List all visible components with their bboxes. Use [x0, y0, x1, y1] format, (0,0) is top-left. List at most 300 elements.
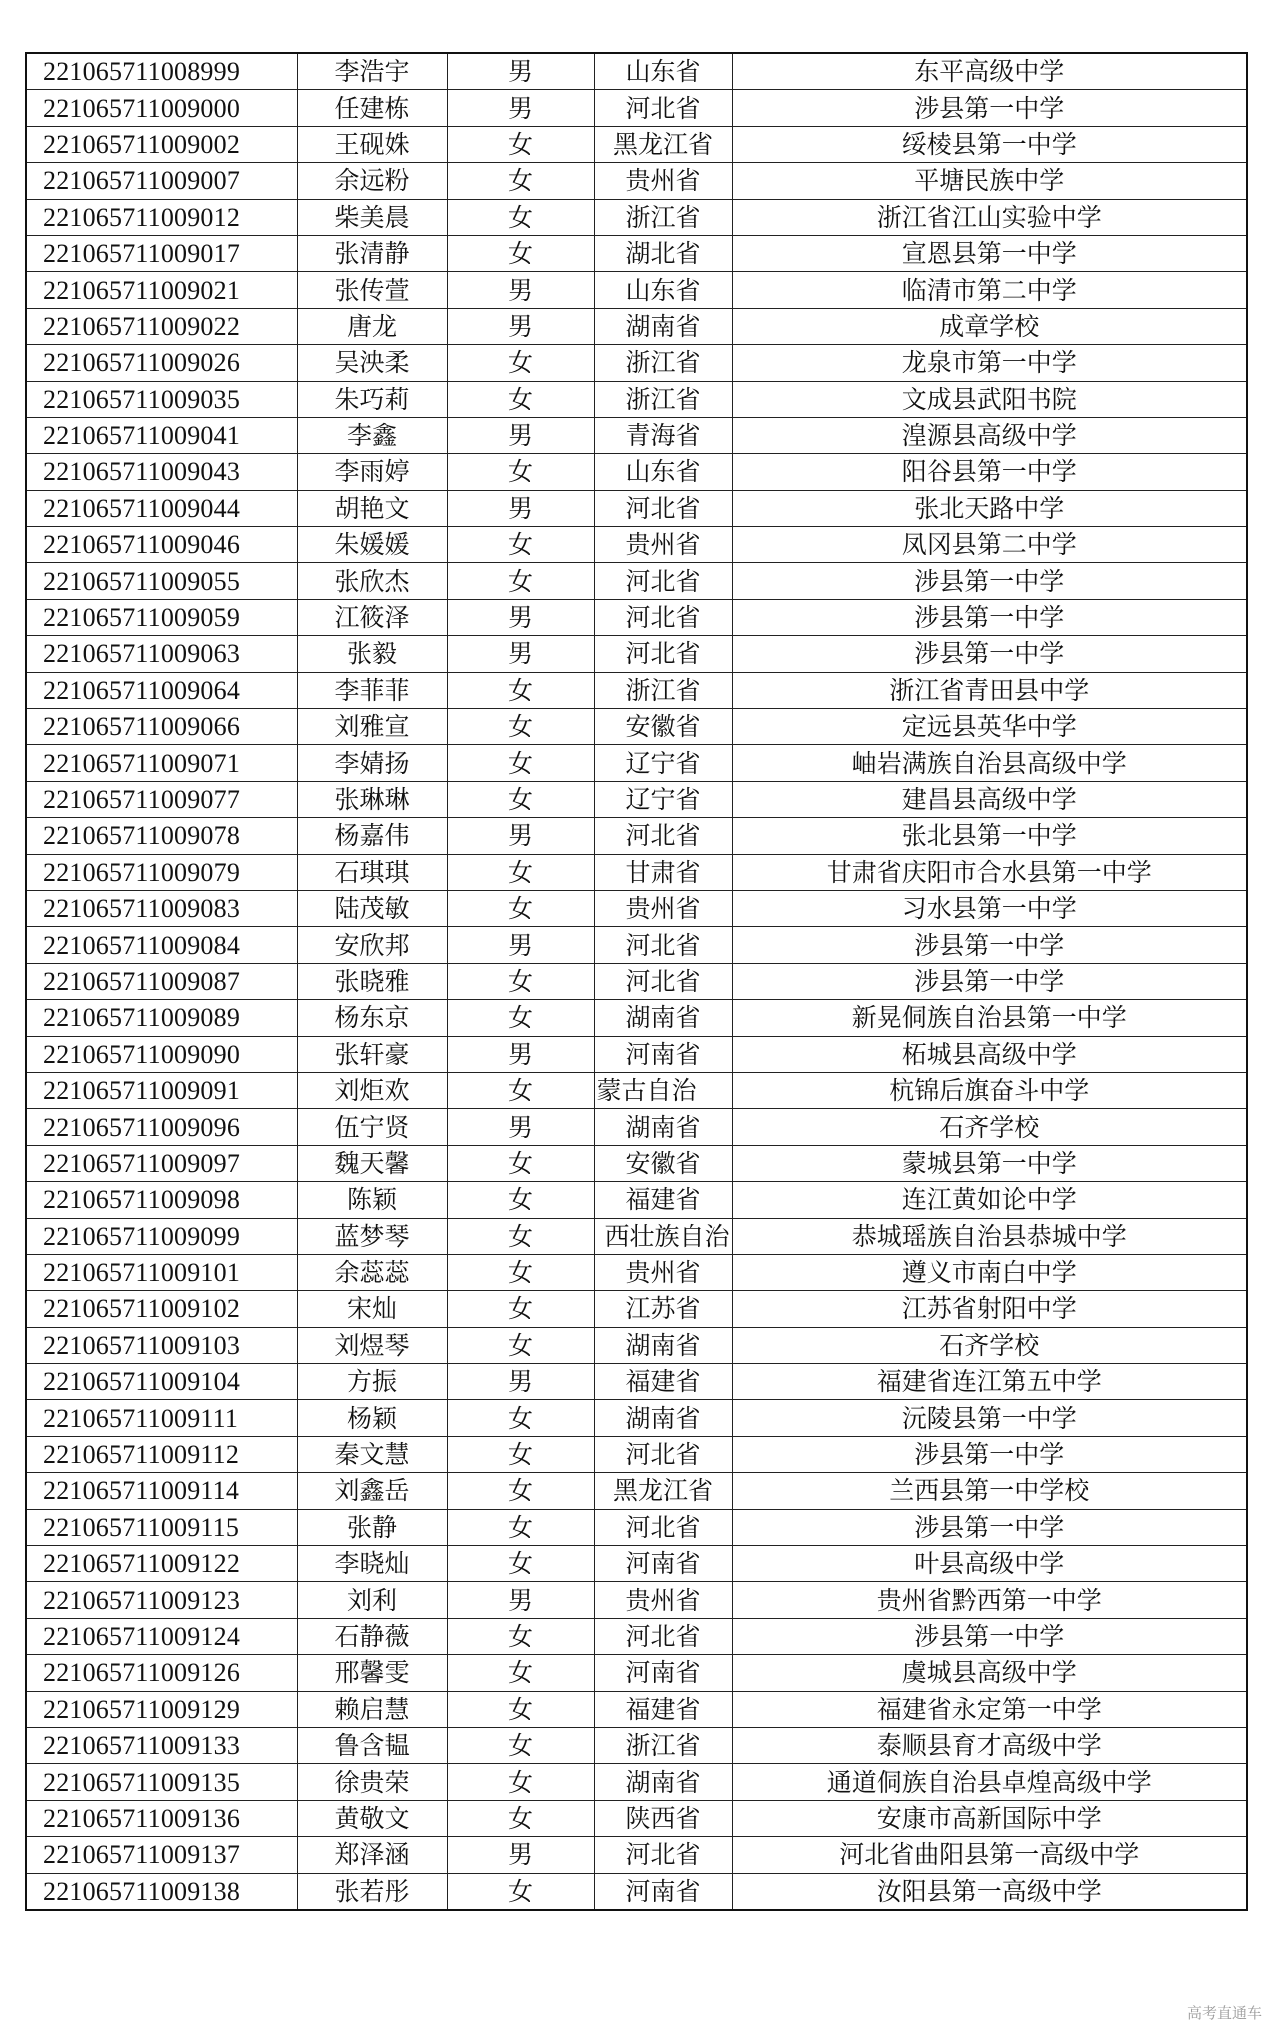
exam-number-cell: 221065711009035	[26, 381, 297, 417]
school-cell: 福建省连江第五中学	[732, 1364, 1247, 1400]
table-row	[26, 1764, 1247, 1800]
exam-number-cell: 221065711009133	[26, 1727, 297, 1763]
table-row	[26, 1618, 1247, 1654]
school-cell: 文成县武阳书院	[732, 381, 1247, 417]
school-cell: 涉县第一中学	[732, 563, 1247, 599]
exam-number-cell: 221065711009090	[26, 1036, 297, 1072]
exam-number-cell: 221065711009084	[26, 927, 297, 963]
exam-number-cell: 221065711009041	[26, 417, 297, 453]
table-row	[26, 709, 1247, 745]
school-cell: 张北天路中学	[732, 490, 1247, 526]
province-cell: 山东省	[594, 454, 732, 490]
province-cell: 福建省	[594, 1364, 732, 1400]
school-cell: 涉县第一中学	[732, 1618, 1247, 1654]
name-cell: 张轩豪	[297, 1036, 447, 1072]
name-cell: 徐贵荣	[297, 1764, 447, 1800]
table-row	[26, 1364, 1247, 1400]
exam-number-cell: 221065711009138	[26, 1873, 297, 1910]
school-cell: 福建省永定第一中学	[732, 1691, 1247, 1727]
table-row	[26, 1509, 1247, 1545]
gender-cell: 女	[447, 1764, 594, 1800]
province-cell: 河北省	[594, 490, 732, 526]
province-cell: 辽宁省	[594, 745, 732, 781]
name-cell: 朱巧莉	[297, 381, 447, 417]
province-cell: 湖北省	[594, 235, 732, 271]
province-cell: 浙江省	[594, 381, 732, 417]
province-cell: 河北省	[594, 563, 732, 599]
exam-number-cell: 221065711009103	[26, 1327, 297, 1363]
table-row	[26, 1291, 1247, 1327]
exam-number-cell: 221065711009101	[26, 1254, 297, 1290]
school-cell: 石齐学校	[732, 1109, 1247, 1145]
name-cell: 魏天馨	[297, 1145, 447, 1181]
name-cell: 刘利	[297, 1582, 447, 1618]
province-cell: 山东省	[594, 272, 732, 308]
province-cell: 蒙古自治	[594, 1072, 732, 1108]
name-cell: 杨嘉伟	[297, 818, 447, 854]
name-cell: 张琳琳	[297, 781, 447, 817]
school-cell: 蒙城县第一中学	[732, 1145, 1247, 1181]
name-cell: 李婧扬	[297, 745, 447, 781]
gender-cell: 女	[447, 1691, 594, 1727]
exam-number-cell: 221065711009059	[26, 599, 297, 635]
table-row	[26, 308, 1247, 344]
school-cell: 恭城瑶族自治县恭城中学	[732, 1218, 1247, 1254]
school-cell: 涉县第一中学	[732, 963, 1247, 999]
exam-number-cell: 221065711009043	[26, 454, 297, 490]
school-cell: 杭锦后旗奋斗中学	[732, 1072, 1247, 1108]
school-cell: 成章学校	[732, 308, 1247, 344]
province-cell: 河南省	[594, 1655, 732, 1691]
name-cell: 方振	[297, 1364, 447, 1400]
province-cell: 湖南省	[594, 308, 732, 344]
province-cell: 河南省	[594, 1036, 732, 1072]
school-cell: 虞城县高级中学	[732, 1655, 1247, 1691]
exam-number-cell: 221065711009102	[26, 1291, 297, 1327]
gender-cell: 女	[447, 454, 594, 490]
school-cell: 泰顺县育才高级中学	[732, 1727, 1247, 1763]
name-cell: 刘煜琴	[297, 1327, 447, 1363]
name-cell: 张传萱	[297, 272, 447, 308]
province-cell: 福建省	[594, 1691, 732, 1727]
gender-cell: 女	[447, 1546, 594, 1582]
gender-cell: 女	[447, 1436, 594, 1472]
exam-number-cell: 221065711009136	[26, 1800, 297, 1836]
exam-number-cell: 221065711009064	[26, 672, 297, 708]
exam-number-cell: 221065711009096	[26, 1109, 297, 1145]
exam-number-cell: 221065711009055	[26, 563, 297, 599]
table-row	[26, 199, 1247, 235]
school-cell: 安康市高新国际中学	[732, 1800, 1247, 1836]
province-cell: 西壮族自治	[594, 1218, 732, 1254]
province-cell: 贵州省	[594, 890, 732, 926]
exam-number-cell: 221065711009087	[26, 963, 297, 999]
province-cell: 河北省	[594, 963, 732, 999]
exam-number-cell: 221065711009046	[26, 527, 297, 563]
province-cell: 河北省	[594, 818, 732, 854]
table-row	[26, 854, 1247, 890]
exam-number-cell: 221065711009112	[26, 1436, 297, 1472]
school-cell: 宣恩县第一中学	[732, 235, 1247, 271]
table-row	[26, 163, 1247, 199]
table-row	[26, 927, 1247, 963]
exam-number-cell: 221065711009135	[26, 1764, 297, 1800]
school-cell: 甘肃省庆阳市合水县第一中学	[732, 854, 1247, 890]
province-cell: 河北省	[594, 1509, 732, 1545]
school-cell: 兰西县第一中学校	[732, 1473, 1247, 1509]
gender-cell: 男	[447, 53, 594, 90]
table-row	[26, 599, 1247, 635]
name-cell: 李鑫	[297, 417, 447, 453]
gender-cell: 女	[447, 709, 594, 745]
gender-cell: 女	[447, 1218, 594, 1254]
name-cell: 秦文慧	[297, 1436, 447, 1472]
name-cell: 柴美晨	[297, 199, 447, 235]
name-cell: 陆茂敏	[297, 890, 447, 926]
school-cell: 习水县第一中学	[732, 890, 1247, 926]
school-cell: 涉县第一中学	[732, 90, 1247, 126]
school-cell: 叶县高级中学	[732, 1546, 1247, 1582]
name-cell: 黄敬文	[297, 1800, 447, 1836]
gender-cell: 女	[447, 1000, 594, 1036]
gender-cell: 女	[447, 345, 594, 381]
gender-cell: 女	[447, 1400, 594, 1436]
table-row	[26, 235, 1247, 271]
table-row	[26, 417, 1247, 453]
exam-number-cell: 221065711009129	[26, 1691, 297, 1727]
school-cell: 浙江省青田县中学	[732, 672, 1247, 708]
name-cell: 张清静	[297, 235, 447, 271]
school-cell: 龙泉市第一中学	[732, 345, 1247, 381]
table-row	[26, 1109, 1247, 1145]
gender-cell: 女	[447, 381, 594, 417]
school-cell: 连江黄如论中学	[732, 1182, 1247, 1218]
province-cell: 湖南省	[594, 1000, 732, 1036]
table-row	[26, 890, 1247, 926]
name-cell: 杨颖	[297, 1400, 447, 1436]
province-cell: 贵州省	[594, 527, 732, 563]
table-row	[26, 1436, 1247, 1472]
gender-cell: 男	[447, 272, 594, 308]
table-row	[26, 672, 1247, 708]
province-cell: 河北省	[594, 90, 732, 126]
gender-cell: 男	[447, 1036, 594, 1072]
name-cell: 张静	[297, 1509, 447, 1545]
province-cell: 辽宁省	[594, 781, 732, 817]
table-row	[26, 527, 1247, 563]
gender-cell: 女	[447, 1655, 594, 1691]
table-row	[26, 1218, 1247, 1254]
province-cell: 陕西省	[594, 1800, 732, 1836]
province-cell: 江苏省	[594, 1291, 732, 1327]
table-row	[26, 126, 1247, 162]
table-row	[26, 490, 1247, 526]
name-cell: 李浩宇	[297, 53, 447, 90]
exam-number-cell: 221065711009012	[26, 199, 297, 235]
province-cell: 甘肃省	[594, 854, 732, 890]
name-cell: 胡艳文	[297, 490, 447, 526]
table-row	[26, 963, 1247, 999]
table-row	[26, 1072, 1247, 1108]
gender-cell: 女	[447, 1327, 594, 1363]
table-row	[26, 1400, 1247, 1436]
gender-cell: 女	[447, 563, 594, 599]
exam-number-cell: 221065711009022	[26, 308, 297, 344]
name-cell: 余远粉	[297, 163, 447, 199]
name-cell: 江筱泽	[297, 599, 447, 635]
school-cell: 贵州省黔西第一中学	[732, 1582, 1247, 1618]
school-cell: 石齐学校	[732, 1327, 1247, 1363]
school-cell: 通道侗族自治县卓煌高级中学	[732, 1764, 1247, 1800]
province-cell: 山东省	[594, 53, 732, 90]
province-cell: 河北省	[594, 1618, 732, 1654]
exam-number-cell: 221065711009079	[26, 854, 297, 890]
exam-number-cell: 221065711009089	[26, 1000, 297, 1036]
name-cell: 赖启慧	[297, 1691, 447, 1727]
gender-cell: 女	[447, 126, 594, 162]
exam-number-cell: 221065711009115	[26, 1509, 297, 1545]
name-cell: 朱媛媛	[297, 527, 447, 563]
school-cell: 东平高级中学	[732, 53, 1247, 90]
gender-cell: 男	[447, 818, 594, 854]
gender-cell: 女	[447, 672, 594, 708]
exam-number-cell: 221065711009122	[26, 1546, 297, 1582]
province-cell: 河北省	[594, 927, 732, 963]
province-cell: 黑龙江省	[594, 1473, 732, 1509]
province-cell: 河南省	[594, 1873, 732, 1910]
name-cell: 郑泽涵	[297, 1837, 447, 1873]
name-cell: 伍宁贤	[297, 1109, 447, 1145]
table-row	[26, 1473, 1247, 1509]
school-cell: 江苏省射阳中学	[732, 1291, 1247, 1327]
name-cell: 余蕊蕊	[297, 1254, 447, 1290]
exam-number-cell: 221065711009077	[26, 781, 297, 817]
exam-number-cell: 221065711009126	[26, 1655, 297, 1691]
school-cell: 遵义市南白中学	[732, 1254, 1247, 1290]
table-row	[26, 1837, 1247, 1873]
table-row	[26, 781, 1247, 817]
school-cell: 柘城县高级中学	[732, 1036, 1247, 1072]
gender-cell: 女	[447, 1727, 594, 1763]
gender-cell: 女	[447, 1182, 594, 1218]
school-cell: 涉县第一中学	[732, 1509, 1247, 1545]
name-cell: 陈颖	[297, 1182, 447, 1218]
table-row	[26, 745, 1247, 781]
table-row	[26, 272, 1247, 308]
gender-cell: 男	[447, 927, 594, 963]
name-cell: 李晓灿	[297, 1546, 447, 1582]
school-cell: 定远县英华中学	[732, 709, 1247, 745]
province-cell: 河南省	[594, 1546, 732, 1582]
table-row	[26, 454, 1247, 490]
province-cell: 浙江省	[594, 1727, 732, 1763]
table-row	[26, 1800, 1247, 1836]
exam-number-cell: 221065711009083	[26, 890, 297, 926]
name-cell: 刘炬欢	[297, 1072, 447, 1108]
exam-number-cell: 221065711009021	[26, 272, 297, 308]
table-row	[26, 1655, 1247, 1691]
gender-cell: 男	[447, 417, 594, 453]
table-row	[26, 1582, 1247, 1618]
exam-number-cell: 221065711009111	[26, 1400, 297, 1436]
table-row	[26, 53, 1247, 90]
exam-number-cell: 221065711009078	[26, 818, 297, 854]
table-row	[26, 636, 1247, 672]
school-cell: 河北省曲阳县第一高级中学	[732, 1837, 1247, 1873]
name-cell: 杨东京	[297, 1000, 447, 1036]
gender-cell: 男	[447, 636, 594, 672]
table-row	[26, 1145, 1247, 1181]
gender-cell: 女	[447, 527, 594, 563]
school-cell: 建昌县高级中学	[732, 781, 1247, 817]
province-cell: 贵州省	[594, 1254, 732, 1290]
school-cell: 涉县第一中学	[732, 636, 1247, 672]
table-row	[26, 1546, 1247, 1582]
school-cell: 绥棱县第一中学	[732, 126, 1247, 162]
name-cell: 李雨婷	[297, 454, 447, 490]
exam-number-cell: 221065711009026	[26, 345, 297, 381]
table-row	[26, 1182, 1247, 1218]
gender-cell: 女	[447, 1254, 594, 1290]
exam-number-cell: 221065711009104	[26, 1364, 297, 1400]
gender-cell: 男	[447, 1109, 594, 1145]
province-cell: 河北省	[594, 636, 732, 672]
exam-number-cell: 221065711009124	[26, 1618, 297, 1654]
table-row	[26, 1873, 1247, 1910]
school-cell: 涉县第一中学	[732, 599, 1247, 635]
province-cell: 黑龙江省	[594, 126, 732, 162]
school-cell: 湟源县高级中学	[732, 417, 1247, 453]
gender-cell: 女	[447, 1618, 594, 1654]
province-cell: 湖南省	[594, 1327, 732, 1363]
exam-number-cell: 221065711009097	[26, 1145, 297, 1181]
exam-number-cell: 221065711009091	[26, 1072, 297, 1108]
name-cell: 任建栋	[297, 90, 447, 126]
school-cell: 临清市第二中学	[732, 272, 1247, 308]
table-row	[26, 90, 1247, 126]
province-cell: 福建省	[594, 1182, 732, 1218]
gender-cell: 男	[447, 308, 594, 344]
name-cell: 石琪琪	[297, 854, 447, 890]
school-cell: 新晃侗族自治县第一中学	[732, 1000, 1247, 1036]
table-row	[26, 1000, 1247, 1036]
exam-number-cell: 221065711009137	[26, 1837, 297, 1873]
exam-number-cell: 221065711008999	[26, 53, 297, 90]
table-row	[26, 1691, 1247, 1727]
gender-cell: 男	[447, 490, 594, 526]
name-cell: 邢馨雯	[297, 1655, 447, 1691]
table-row	[26, 818, 1247, 854]
name-cell: 王砚姝	[297, 126, 447, 162]
school-cell: 沅陵县第一中学	[732, 1400, 1247, 1436]
table-body	[26, 53, 1247, 1910]
exam-number-cell: 221065711009098	[26, 1182, 297, 1218]
table-row	[26, 1036, 1247, 1072]
exam-number-cell: 221065711009002	[26, 126, 297, 162]
name-cell: 张若彤	[297, 1873, 447, 1910]
table-row	[26, 381, 1247, 417]
exam-number-cell: 221065711009017	[26, 235, 297, 271]
gender-cell: 男	[447, 1582, 594, 1618]
province-cell: 安徽省	[594, 1145, 732, 1181]
gender-cell: 女	[447, 1072, 594, 1108]
gender-cell: 女	[447, 781, 594, 817]
province-cell: 河北省	[594, 599, 732, 635]
gender-cell: 男	[447, 599, 594, 635]
school-cell: 张北县第一中学	[732, 818, 1247, 854]
school-cell: 阳谷县第一中学	[732, 454, 1247, 490]
admission-list-table	[25, 52, 1248, 1911]
gender-cell: 女	[447, 854, 594, 890]
exam-number-cell: 221065711009044	[26, 490, 297, 526]
name-cell: 唐龙	[297, 308, 447, 344]
province-cell: 贵州省	[594, 163, 732, 199]
gender-cell: 女	[447, 1291, 594, 1327]
table-row	[26, 563, 1247, 599]
province-cell: 湖南省	[594, 1400, 732, 1436]
name-cell: 安欣邦	[297, 927, 447, 963]
school-cell: 涉县第一中学	[732, 927, 1247, 963]
name-cell: 张毅	[297, 636, 447, 672]
exam-number-cell: 221065711009099	[26, 1218, 297, 1254]
name-cell: 石静薇	[297, 1618, 447, 1654]
school-cell: 涉县第一中学	[732, 1436, 1247, 1472]
table-row	[26, 1327, 1247, 1363]
name-cell: 刘雅宣	[297, 709, 447, 745]
gender-cell: 男	[447, 1364, 594, 1400]
gender-cell: 女	[447, 235, 594, 271]
province-cell: 浙江省	[594, 199, 732, 235]
province-cell: 河北省	[594, 1436, 732, 1472]
exam-number-cell: 221065711009007	[26, 163, 297, 199]
name-cell: 李菲菲	[297, 672, 447, 708]
table-row	[26, 345, 1247, 381]
exam-number-cell: 221065711009063	[26, 636, 297, 672]
table-row	[26, 1254, 1247, 1290]
watermark: 高考直通车	[1186, 2004, 1262, 2022]
school-cell: 平塘民族中学	[732, 163, 1247, 199]
province-cell: 河北省	[594, 1837, 732, 1873]
name-cell: 宋灿	[297, 1291, 447, 1327]
name-cell: 吴泱柔	[297, 345, 447, 381]
gender-cell: 女	[447, 1509, 594, 1545]
name-cell: 蓝梦琴	[297, 1218, 447, 1254]
exam-number-cell: 221065711009123	[26, 1582, 297, 1618]
school-cell: 浙江省江山实验中学	[732, 199, 1247, 235]
province-cell: 贵州省	[594, 1582, 732, 1618]
exam-number-cell: 221065711009114	[26, 1473, 297, 1509]
table-row	[26, 1727, 1247, 1763]
gender-cell: 女	[447, 163, 594, 199]
province-cell: 浙江省	[594, 672, 732, 708]
name-cell: 鲁含韫	[297, 1727, 447, 1763]
gender-cell: 女	[447, 963, 594, 999]
province-cell: 湖南省	[594, 1109, 732, 1145]
name-cell: 刘鑫岳	[297, 1473, 447, 1509]
gender-cell: 男	[447, 1837, 594, 1873]
province-cell: 安徽省	[594, 709, 732, 745]
exam-number-cell: 221065711009000	[26, 90, 297, 126]
school-cell: 岫岩满族自治县高级中学	[732, 745, 1247, 781]
province-cell: 青海省	[594, 417, 732, 453]
gender-cell: 女	[447, 1473, 594, 1509]
gender-cell: 女	[447, 890, 594, 926]
gender-cell: 女	[447, 745, 594, 781]
school-cell: 凤冈县第二中学	[732, 527, 1247, 563]
gender-cell: 男	[447, 90, 594, 126]
province-cell: 湖南省	[594, 1764, 732, 1800]
exam-number-cell: 221065711009066	[26, 709, 297, 745]
